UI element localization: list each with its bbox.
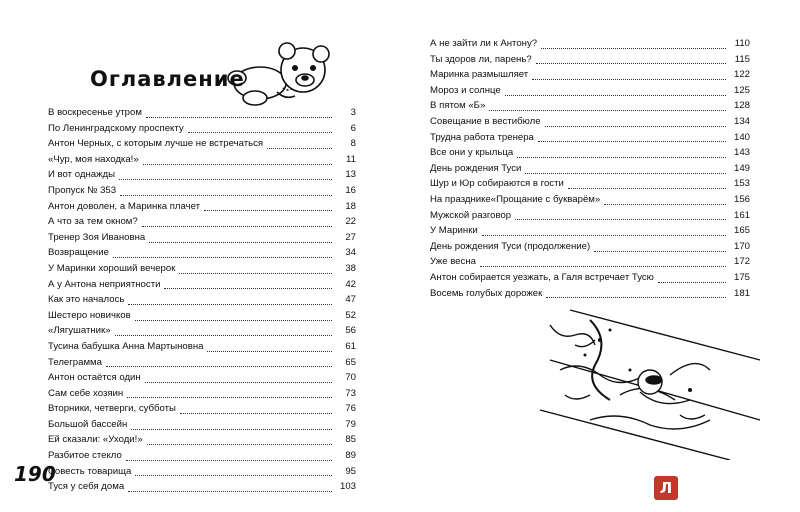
leader-dots [146, 108, 332, 118]
toc-entry-title: Антон Черных, с которым лучше не встречаться [48, 138, 264, 150]
leader-dots [143, 155, 332, 165]
leader-dots [489, 101, 726, 111]
toc-entry-page: 6 [350, 122, 356, 134]
toc-entry-page: 85 [345, 434, 356, 446]
leader-dots [127, 388, 332, 398]
toc-entry-title: Все они у крыльца [430, 147, 514, 159]
toc-entry[interactable] [48, 323, 356, 339]
toc-entry-title: Разбитое стекло [48, 450, 122, 462]
toc-entry-page: 89 [345, 450, 356, 462]
toc-entry[interactable] [48, 136, 356, 152]
leader-dots [120, 186, 332, 196]
toc-entry-page: 149 [733, 162, 750, 174]
toc-entry[interactable] [48, 464, 356, 480]
toc-entry-page: 125 [733, 84, 750, 96]
toc-entry-title: День рождения Туси [430, 162, 522, 174]
toc-entry-title: Ей сказали: «Уходи!» [48, 434, 143, 446]
toc-entry-title: Шур и Юр собираются в гости [430, 178, 564, 190]
toc-entry-page: 11 [346, 153, 356, 165]
toc-entry-page: 181 [733, 287, 750, 299]
toc-entry[interactable] [48, 121, 356, 137]
toc-entry-title: Восемь голубых дорожек [430, 287, 543, 299]
toc-entry-title: А что за тем окном? [48, 216, 138, 228]
leader-dots [128, 295, 332, 305]
toc-entry-title: В пятом «Б» [430, 100, 486, 112]
toc-entry[interactable] [48, 183, 356, 199]
toc-entry-page: 34 [345, 247, 356, 259]
toc-entry[interactable] [48, 245, 356, 261]
toc-entry-title: Тусина бабушка Анна Мартыновна [48, 340, 204, 352]
toc-entry-page: 8 [350, 138, 356, 150]
toc-entry-title: Маринка размышляет [430, 69, 529, 81]
leader-dots [115, 326, 332, 336]
publisher-logo: Л [654, 476, 678, 500]
toc-entry-title: Пропуск № 353 [48, 184, 117, 196]
leader-dots [594, 242, 726, 252]
leader-dots [142, 217, 332, 227]
leader-dots [135, 466, 332, 476]
toc-entry-page: 128 [733, 100, 750, 112]
toc-entry[interactable] [430, 67, 750, 83]
leader-dots [188, 123, 332, 133]
leader-dots [179, 264, 332, 274]
toc-entry[interactable] [430, 145, 750, 161]
toc-entry-title: Как это началось [48, 294, 125, 306]
toc-entry[interactable] [430, 176, 750, 192]
toc-entry-page: 79 [345, 418, 356, 430]
toc-entry-page: 161 [733, 209, 750, 221]
leader-dots [658, 273, 726, 283]
toc-entry[interactable] [430, 130, 750, 146]
toc-entry[interactable] [430, 161, 750, 177]
toc-entry-title: Сам себе хозяин [48, 387, 124, 399]
leader-dots [536, 54, 726, 64]
toc-entry[interactable] [430, 223, 750, 239]
toc-entry-title: «Лягушатник» [48, 325, 111, 337]
toc-entry-title: А у Антона неприятности [48, 278, 161, 290]
toc-entry-title: Ты здоров ли, парень? [430, 53, 532, 65]
toc-entry[interactable] [48, 308, 356, 324]
toc-entry-page: 61 [345, 340, 356, 352]
leader-dots [204, 201, 332, 211]
toc-entry-title: Мороз и солнце [430, 84, 501, 96]
toc-entry[interactable] [48, 167, 356, 183]
leader-dots [538, 132, 726, 142]
toc-entry-title: Большой бассейн [48, 418, 128, 430]
leader-dots [126, 451, 332, 461]
toc-entry-page: 153 [733, 178, 750, 190]
toc-entry[interactable] [430, 208, 750, 224]
toc-entry-title: Совещание в вестибюле [430, 115, 541, 127]
toc-entry[interactable] [48, 214, 356, 230]
leader-dots [147, 435, 332, 445]
toc-entry-page: 27 [345, 231, 356, 243]
toc-entry-title: Антон доволен, а Маринка плачет [48, 200, 201, 212]
toc-entry-page: 165 [733, 225, 750, 237]
toc-entry-page: 134 [733, 115, 750, 127]
toc-entry-title: Тренер Зоя Ивановна [48, 231, 146, 243]
toc-entry-page: 172 [733, 256, 750, 268]
toc-entry[interactable] [48, 432, 356, 448]
leader-dots [135, 311, 332, 321]
leader-dots [505, 86, 726, 96]
toc-entry-page: 16 [345, 184, 356, 196]
toc-entry[interactable] [48, 355, 356, 371]
toc-entry[interactable] [430, 286, 750, 302]
leader-dots [207, 342, 332, 352]
toc-entry[interactable] [48, 448, 356, 464]
toc-entry-page: 115 [734, 53, 750, 65]
page-number: 190 [14, 462, 56, 486]
toc-entry-page: 56 [345, 325, 356, 337]
toc-entry-page: 42 [345, 278, 356, 290]
toc-entry-title: Мужской разговор [430, 209, 512, 221]
leader-dots [145, 373, 332, 383]
toc-entry-title: Антон собирается уезжать, а Галя встречает Тусю [430, 271, 654, 283]
toc-entry-page: 70 [345, 372, 356, 384]
toc-entry[interactable] [48, 339, 356, 355]
toc-entry-page: 3 [350, 107, 356, 118]
toc-entry[interactable] [430, 114, 750, 130]
toc-entry-title: Шестеро новичков [48, 309, 131, 321]
toc-entry[interactable] [48, 152, 356, 168]
leader-dots [267, 139, 332, 149]
toc-entry-page: 170 [733, 240, 750, 252]
leader-dots [128, 482, 332, 492]
toc-entry[interactable] [430, 254, 750, 270]
toc-entry-page: 52 [345, 309, 356, 321]
toc-entry[interactable] [48, 292, 356, 308]
toc-entry-page: 110 [734, 38, 750, 49]
toc-entry-page: 122 [733, 69, 750, 81]
leader-dots [541, 39, 726, 49]
leader-dots [482, 226, 726, 236]
toc-entry[interactable] [430, 83, 750, 99]
toc-heading: Оглавление [90, 67, 245, 91]
toc-entry-title: «Чур, моя находка!» [48, 153, 139, 165]
toc-entry-page: 18 [345, 200, 356, 212]
toc-entry[interactable] [48, 230, 356, 246]
toc-entry-page: 47 [345, 294, 356, 306]
toc-entry-page: 76 [345, 403, 356, 415]
toc-entry-title: Вторники, четверги, субботы [48, 403, 176, 415]
leader-dots [480, 257, 726, 267]
toc-entry-page: 73 [345, 387, 356, 399]
toc-list-left [48, 105, 356, 495]
toc-entry-title: По Ленинградскому проспекту [48, 122, 184, 134]
toc-entry[interactable] [48, 370, 356, 386]
leader-dots [180, 404, 332, 414]
leader-dots [149, 233, 332, 243]
toc-entry[interactable] [430, 192, 750, 208]
leader-dots [568, 179, 726, 189]
toc-entry-page: 143 [733, 147, 750, 159]
leader-dots [515, 210, 726, 220]
toc-entry-title: Трудна работа тренера [430, 131, 534, 143]
leader-dots [119, 170, 332, 180]
toc-entry-page: 103 [339, 481, 356, 493]
toc-entry-title: Туся у себя дома [48, 481, 125, 493]
toc-entry-title: На празднике«Прощание с букварём» [430, 193, 601, 205]
leader-dots [532, 70, 726, 80]
leader-dots [545, 117, 726, 127]
toc-entry-page: 65 [345, 356, 356, 368]
leader-dots [106, 357, 332, 367]
toc-entry-title: Уже весна [430, 256, 476, 268]
toc-entry[interactable] [430, 36, 750, 52]
toc-entry-title: В воскресенье утром [48, 107, 142, 118]
toc-entry-title: Совесть товарища [48, 465, 132, 477]
leader-dots [517, 148, 726, 158]
leader-dots [113, 248, 332, 258]
leader-dots [525, 164, 726, 174]
toc-entry-title: И вот однажды [48, 169, 116, 181]
toc-entry-page: 175 [733, 271, 750, 283]
toc-entry[interactable] [430, 52, 750, 68]
toc-entry-title: День рождения Туси (продолжение) [430, 240, 591, 252]
toc-entry[interactable] [48, 401, 356, 417]
toc-entry-title: У Маринки [430, 225, 478, 237]
toc-entry[interactable] [48, 386, 356, 402]
toc-entry[interactable] [48, 417, 356, 433]
leader-dots [604, 195, 726, 205]
toc-entry[interactable] [48, 479, 356, 495]
leader-dots [546, 288, 726, 298]
toc-entry-page: 38 [345, 262, 356, 274]
toc-entry[interactable] [48, 261, 356, 277]
toc-entry-title: Возвращение [48, 247, 109, 259]
toc-entry-page: 22 [345, 216, 356, 228]
leader-dots [131, 420, 332, 430]
toc-entry[interactable] [48, 277, 356, 293]
toc-entry[interactable] [430, 270, 750, 286]
toc-entry[interactable] [48, 199, 356, 215]
toc-entry[interactable] [430, 239, 750, 255]
toc-entry[interactable] [48, 105, 356, 121]
toc-entry-page: 13 [345, 169, 356, 181]
toc-entry-title: А не зайти ли к Антону? [430, 38, 538, 49]
toc-list-right [430, 36, 750, 301]
toc-entry-title: Телеграмма [48, 356, 102, 368]
toc-entry-page: 95 [345, 465, 356, 477]
toc-entry-title: У Маринки хороший вечерок [48, 262, 176, 274]
toc-entry-title: Антон остаётся один [48, 372, 141, 384]
toc-entry-page: 140 [733, 131, 750, 143]
leader-dots [164, 279, 332, 289]
toc-entry-page: 156 [733, 193, 750, 205]
swimmer-illustration [530, 300, 770, 460]
toc-entry[interactable] [430, 98, 750, 114]
